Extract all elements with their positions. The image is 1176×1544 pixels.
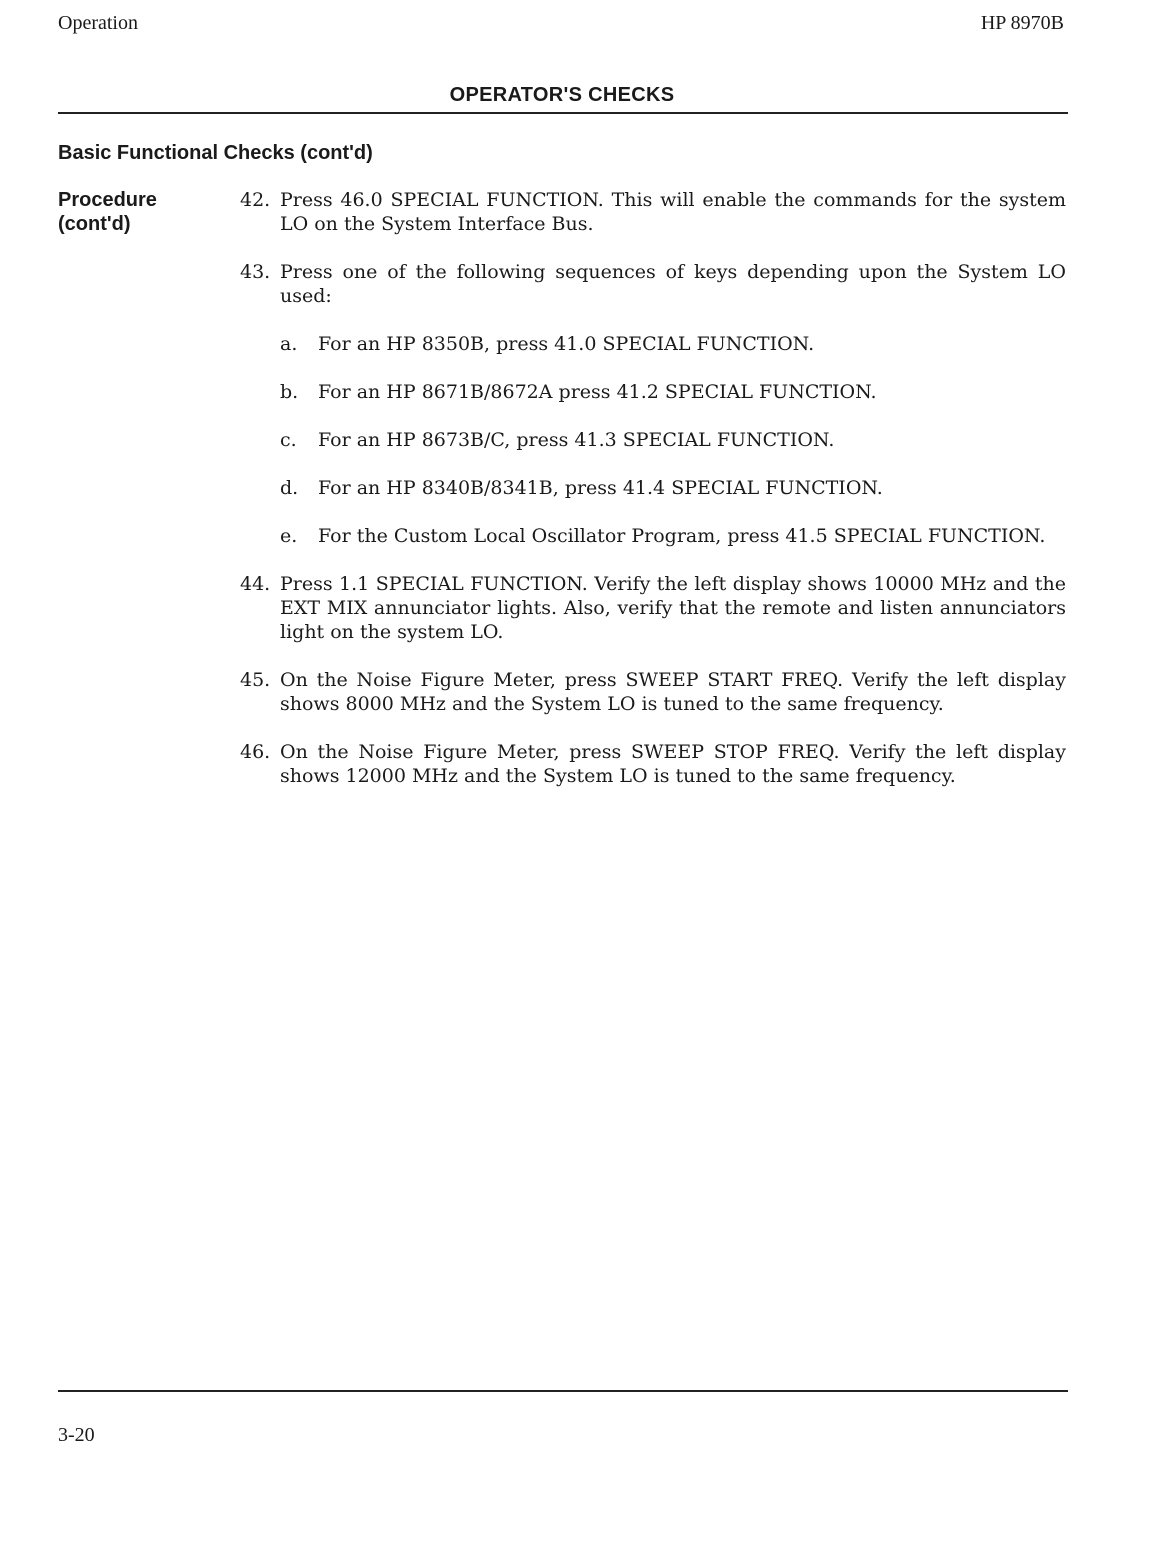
- subitem-text: For an HP 8671B/8672A press 41.2 SPECIAL FUNCTION.: [318, 381, 877, 403]
- bottom-divider: [58, 1390, 1068, 1392]
- subitem-a: [280, 332, 1066, 356]
- step-number: 42.: [240, 189, 271, 211]
- running-header-right: HP 8970B: [980, 12, 1064, 34]
- procedure-side-label: [58, 188, 157, 236]
- subsection-title: Basic Functional Checks (cont'd): [58, 142, 373, 164]
- subitem-text: For an HP 8340B/8341B, press 41.4 SPECIAL FUNCTION.: [318, 477, 883, 499]
- subitem-text: For an HP 8673B/C, press 41.3 SPECIAL FUNCTION.: [318, 429, 835, 451]
- section-title: OPERATOR'S CHECKS: [449, 84, 675, 106]
- page-number: 3-20: [58, 1424, 95, 1446]
- step-text: On the Noise Figure Meter, press SWEEP STOP FREQ. Verify the left display shows 12000 MHz and the System LO is tuned to the same frequency.: [280, 741, 1066, 787]
- subitem-b: [280, 380, 1066, 404]
- step-text: Press 46.0 SPECIAL FUNCTION. This will enable the commands for the system LO on the System Interface Bus.: [280, 189, 1066, 235]
- subitem-text: For the Custom Local Oscillator Program, press 41.5 SPECIAL FUNCTION.: [318, 525, 1046, 547]
- step-43: [240, 260, 1066, 548]
- subitem-c: [280, 428, 1066, 452]
- step-number: 45.: [240, 669, 271, 691]
- step-43-subitems: [280, 332, 1066, 548]
- step-46: [240, 740, 1066, 788]
- top-divider: [58, 112, 1068, 114]
- procedure-steps: [240, 188, 1066, 812]
- step-42: [240, 188, 1066, 236]
- step-number: 43.: [240, 261, 271, 283]
- side-label-line-2: (cont'd): [58, 213, 131, 235]
- step-number: 46.: [240, 741, 271, 763]
- subitem-letter: d.: [280, 477, 299, 499]
- running-header-left: Operation: [58, 12, 138, 34]
- step-text: Press 1.1 SPECIAL FUNCTION. Verify the left display shows 10000 MHz and the EXT MIX annunciator lights. Also, verify that the remote and listen annunciators light on the system LO.: [280, 573, 1066, 643]
- subitem-letter: c.: [280, 429, 297, 451]
- step-text: On the Noise Figure Meter, press SWEEP START FREQ. Verify the left display shows 8000 MHz and the System LO is tuned to the same frequency.: [280, 669, 1066, 715]
- subitem-d: [280, 476, 1066, 500]
- step-44: [240, 572, 1066, 644]
- subitem-e: [280, 524, 1066, 548]
- subitem-letter: e.: [280, 525, 298, 547]
- step-number: 44.: [240, 573, 271, 595]
- subitem-letter: a.: [280, 333, 298, 355]
- subitem-letter: b.: [280, 381, 299, 403]
- subitem-text: For an HP 8350B, press 41.0 SPECIAL FUNCTION.: [318, 333, 815, 355]
- step-text: Press one of the following sequences of keys depending upon the System LO used:: [280, 261, 1066, 307]
- step-45: [240, 668, 1066, 716]
- side-label-line-1: Procedure: [58, 189, 157, 211]
